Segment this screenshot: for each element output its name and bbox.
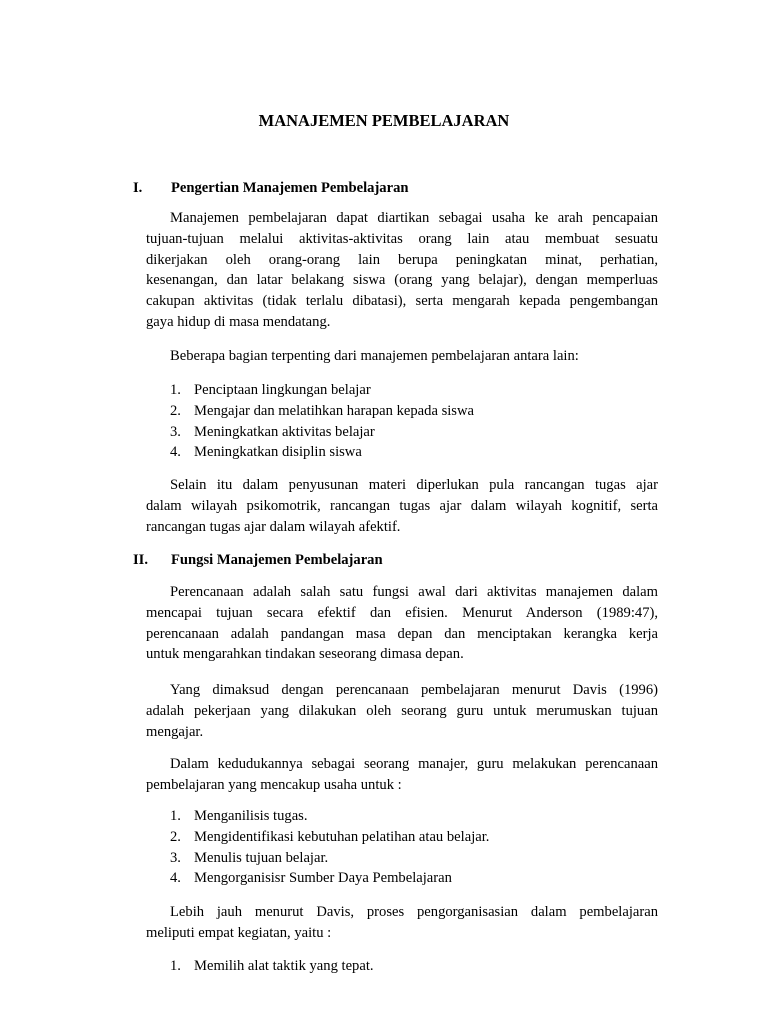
- paragraph-line: perencanaan adalah pandangan masa depan dan menciptakan kerangka kerja: [146, 625, 658, 642]
- paragraph-line: dikerjakan oleh orang-orang lain berupa peningkatan minat, perhatian,: [146, 251, 658, 268]
- list-item: [170, 422, 658, 443]
- numbered-list: [170, 956, 658, 977]
- section-heading-1: [0, 178, 768, 198]
- list-number: 1.: [170, 382, 181, 398]
- paragraph-line: gaya hidup di masa mendatang.: [146, 313, 331, 330]
- paragraph: [146, 582, 658, 665]
- numbered-list: [170, 380, 658, 463]
- list-item: [170, 868, 658, 889]
- section-title: Fungsi Manajemen Pembelajaran: [171, 552, 383, 568]
- list-number: 1.: [170, 958, 181, 974]
- paragraph-line: mencapai tujuan secara efektif dan efisien. Menurut Anderson (1989:47),: [146, 604, 658, 621]
- list-item: [170, 806, 658, 827]
- list-number: 3.: [170, 423, 181, 440]
- paragraph-line: mengajar.: [146, 723, 204, 740]
- paragraph-line: tujuan-tujuan melalui aktivitas-aktivitas orang lain atau membuat sesuatu: [146, 230, 658, 247]
- paragraph-line: Dalam kedudukannya sebagai seorang manajer, guru melakukan perencanaan: [170, 756, 658, 772]
- list-text: Mengajar dan melatihkan harapan kepada siswa: [194, 402, 475, 419]
- paragraph-line: meliputi empat kegiatan, yaitu :: [146, 924, 332, 941]
- list-text: Mengorganisisr Sumber Daya Pembelajaran: [194, 870, 452, 887]
- list-item: [170, 827, 658, 848]
- section-title: Pengertian Manajemen Pembelajaran: [171, 180, 409, 196]
- paragraph-line: untuk mengarahkan tindakan seseorang dimasa depan.: [146, 646, 464, 663]
- paragraph: [146, 902, 658, 944]
- list-text: Mengidentifikasi kebutuhan pelatihan atau belajar.: [194, 828, 490, 845]
- list-item: [170, 848, 658, 869]
- list-number: 2.: [170, 828, 181, 845]
- paragraph-line: kesenangan, dan latar belakang siswa (orang yang belajar), dengan memperluas: [146, 272, 658, 289]
- list-item: [170, 401, 658, 422]
- paragraph: [146, 680, 658, 742]
- paragraph-line: pembelajaran yang mencakup usaha untuk :: [146, 776, 402, 793]
- list-text: Menulis tujuan belajar.: [194, 849, 329, 866]
- paragraph-line: Yang dimaksud dengan perencanaan pembelajaran menurut Davis (1996): [170, 682, 658, 698]
- paragraph: [146, 754, 658, 796]
- list-item: [170, 442, 658, 463]
- numbered-list: [170, 806, 658, 889]
- list-text: Memilih alat taktik yang tepat.: [194, 958, 374, 974]
- list-text: Menganilisis tugas.: [194, 808, 308, 824]
- paragraph-line: rancangan tugas ajar dalam wilayah afektif.: [146, 518, 401, 535]
- paragraph-line: Manajemen pembelajaran dapat diartikan sebagai usaha ke arah pencapaian: [170, 210, 658, 226]
- list-number: 4.: [170, 870, 181, 887]
- paragraph-line: Perencanaan adalah salah satu fungsi awal dari aktivitas manajemen dalam: [170, 584, 658, 600]
- section-heading-2: [0, 550, 768, 570]
- paragraph-line: Beberapa bagian terpenting dari manajemen pembelajaran antara lain:: [170, 348, 579, 364]
- paragraph-line: dalam wilayah psikomotrik, rancangan tugas ajar dalam wilayah kognitif, serta: [146, 497, 658, 514]
- paragraph: [146, 346, 658, 367]
- list-number: 2.: [170, 402, 181, 419]
- list-text: Meningkatkan aktivitas belajar: [194, 423, 375, 440]
- paragraph-line: Selain itu dalam penyusunan materi diperlukan pula rancangan tugas ajar: [170, 477, 658, 493]
- list-number: 3.: [170, 849, 181, 866]
- list-number: 4.: [170, 444, 181, 461]
- document-title: MANAJEMEN PEMBELAJARAN: [258, 111, 510, 130]
- list-text: Meningkatkan disiplin siswa: [194, 444, 362, 461]
- paragraph-line: adalah pekerjaan yang dilakukan oleh seorang guru untuk merumuskan tujuan: [146, 702, 658, 719]
- paragraph: [146, 208, 658, 333]
- section-number: I.: [133, 180, 143, 196]
- list-text: Penciptaan lingkungan belajar: [194, 382, 371, 398]
- paragraph-line: cakupan aktivitas (tidak terlalu dibatasi), serta mengarah kepada pengembangan: [146, 293, 658, 310]
- list-number: 1.: [170, 808, 181, 824]
- list-item: [170, 956, 658, 977]
- paragraph-line: Lebih jauh menurut Davis, proses pengorganisasian dalam pembelajaran: [170, 904, 658, 920]
- section-number: II.: [133, 552, 149, 568]
- paragraph: [146, 475, 658, 537]
- list-item: [170, 380, 658, 401]
